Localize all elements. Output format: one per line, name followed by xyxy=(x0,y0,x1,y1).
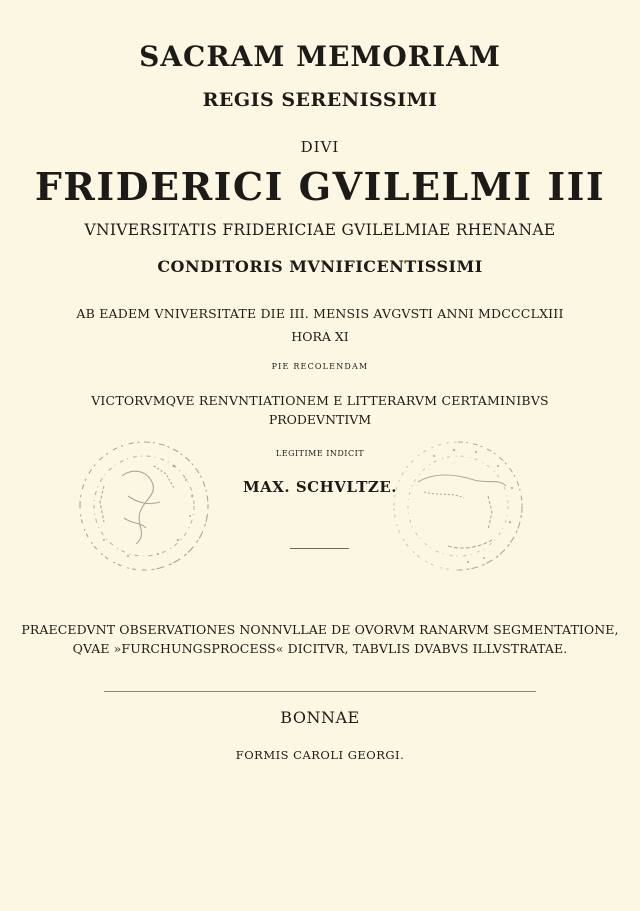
legitime-indicit: LEGITIME INDICIT xyxy=(275,449,365,458)
short-divider xyxy=(290,548,349,549)
faded-seal-stamp-icon xyxy=(74,436,214,576)
title-king-name: FRIDERICI GVILELMI III xyxy=(34,164,606,209)
subject-line-2: QVAE »FURCHUNGSPROCESS« DICITVR, TABVLIS DVABVS ILLVSTRATAE. xyxy=(72,641,568,656)
title-divi: DIVI xyxy=(300,138,340,156)
university-name: VNIVERSITATIS FRIDERICIAE GVILELMIAE RHENANAE xyxy=(84,221,556,239)
title-sacram-memoriam: SACRAM MEMORIAM xyxy=(139,40,501,73)
victorum-line: VICTORVMQVE RENVNTIATIONEM E LITTERARVM CERTAMINIBVS xyxy=(91,393,549,408)
place-bonnae: BONNAE xyxy=(280,708,360,727)
hour-line: HORA XI xyxy=(291,329,349,344)
date-line: AB EADEM VNIVERSITATE DIE III. MENSIS AVGVSTI ANNI MDCCCLXIII xyxy=(76,306,564,321)
author-name: MAX. SCHVLTZE. xyxy=(243,478,397,496)
faded-seal-stamp-icon xyxy=(388,436,528,576)
printer-line: FORMIS CAROLI GEORGI. xyxy=(235,748,405,762)
long-divider xyxy=(104,691,536,692)
pie-recolendam: PIE RECOLENDAM xyxy=(271,362,369,371)
founder-epithet: CONDITORIS MVNIFICENTISSIMI xyxy=(157,257,483,276)
prodeuntium-line: PRODEVNTIVM xyxy=(268,412,372,427)
subject-line-1: PRAECEDVNT OBSERVATIONES NONNVLLAE DE OVORVM RANARVM SEGMENTATIONE, xyxy=(21,622,619,637)
title-regis-serenissimi: REGIS SERENISSIMI xyxy=(202,89,438,111)
